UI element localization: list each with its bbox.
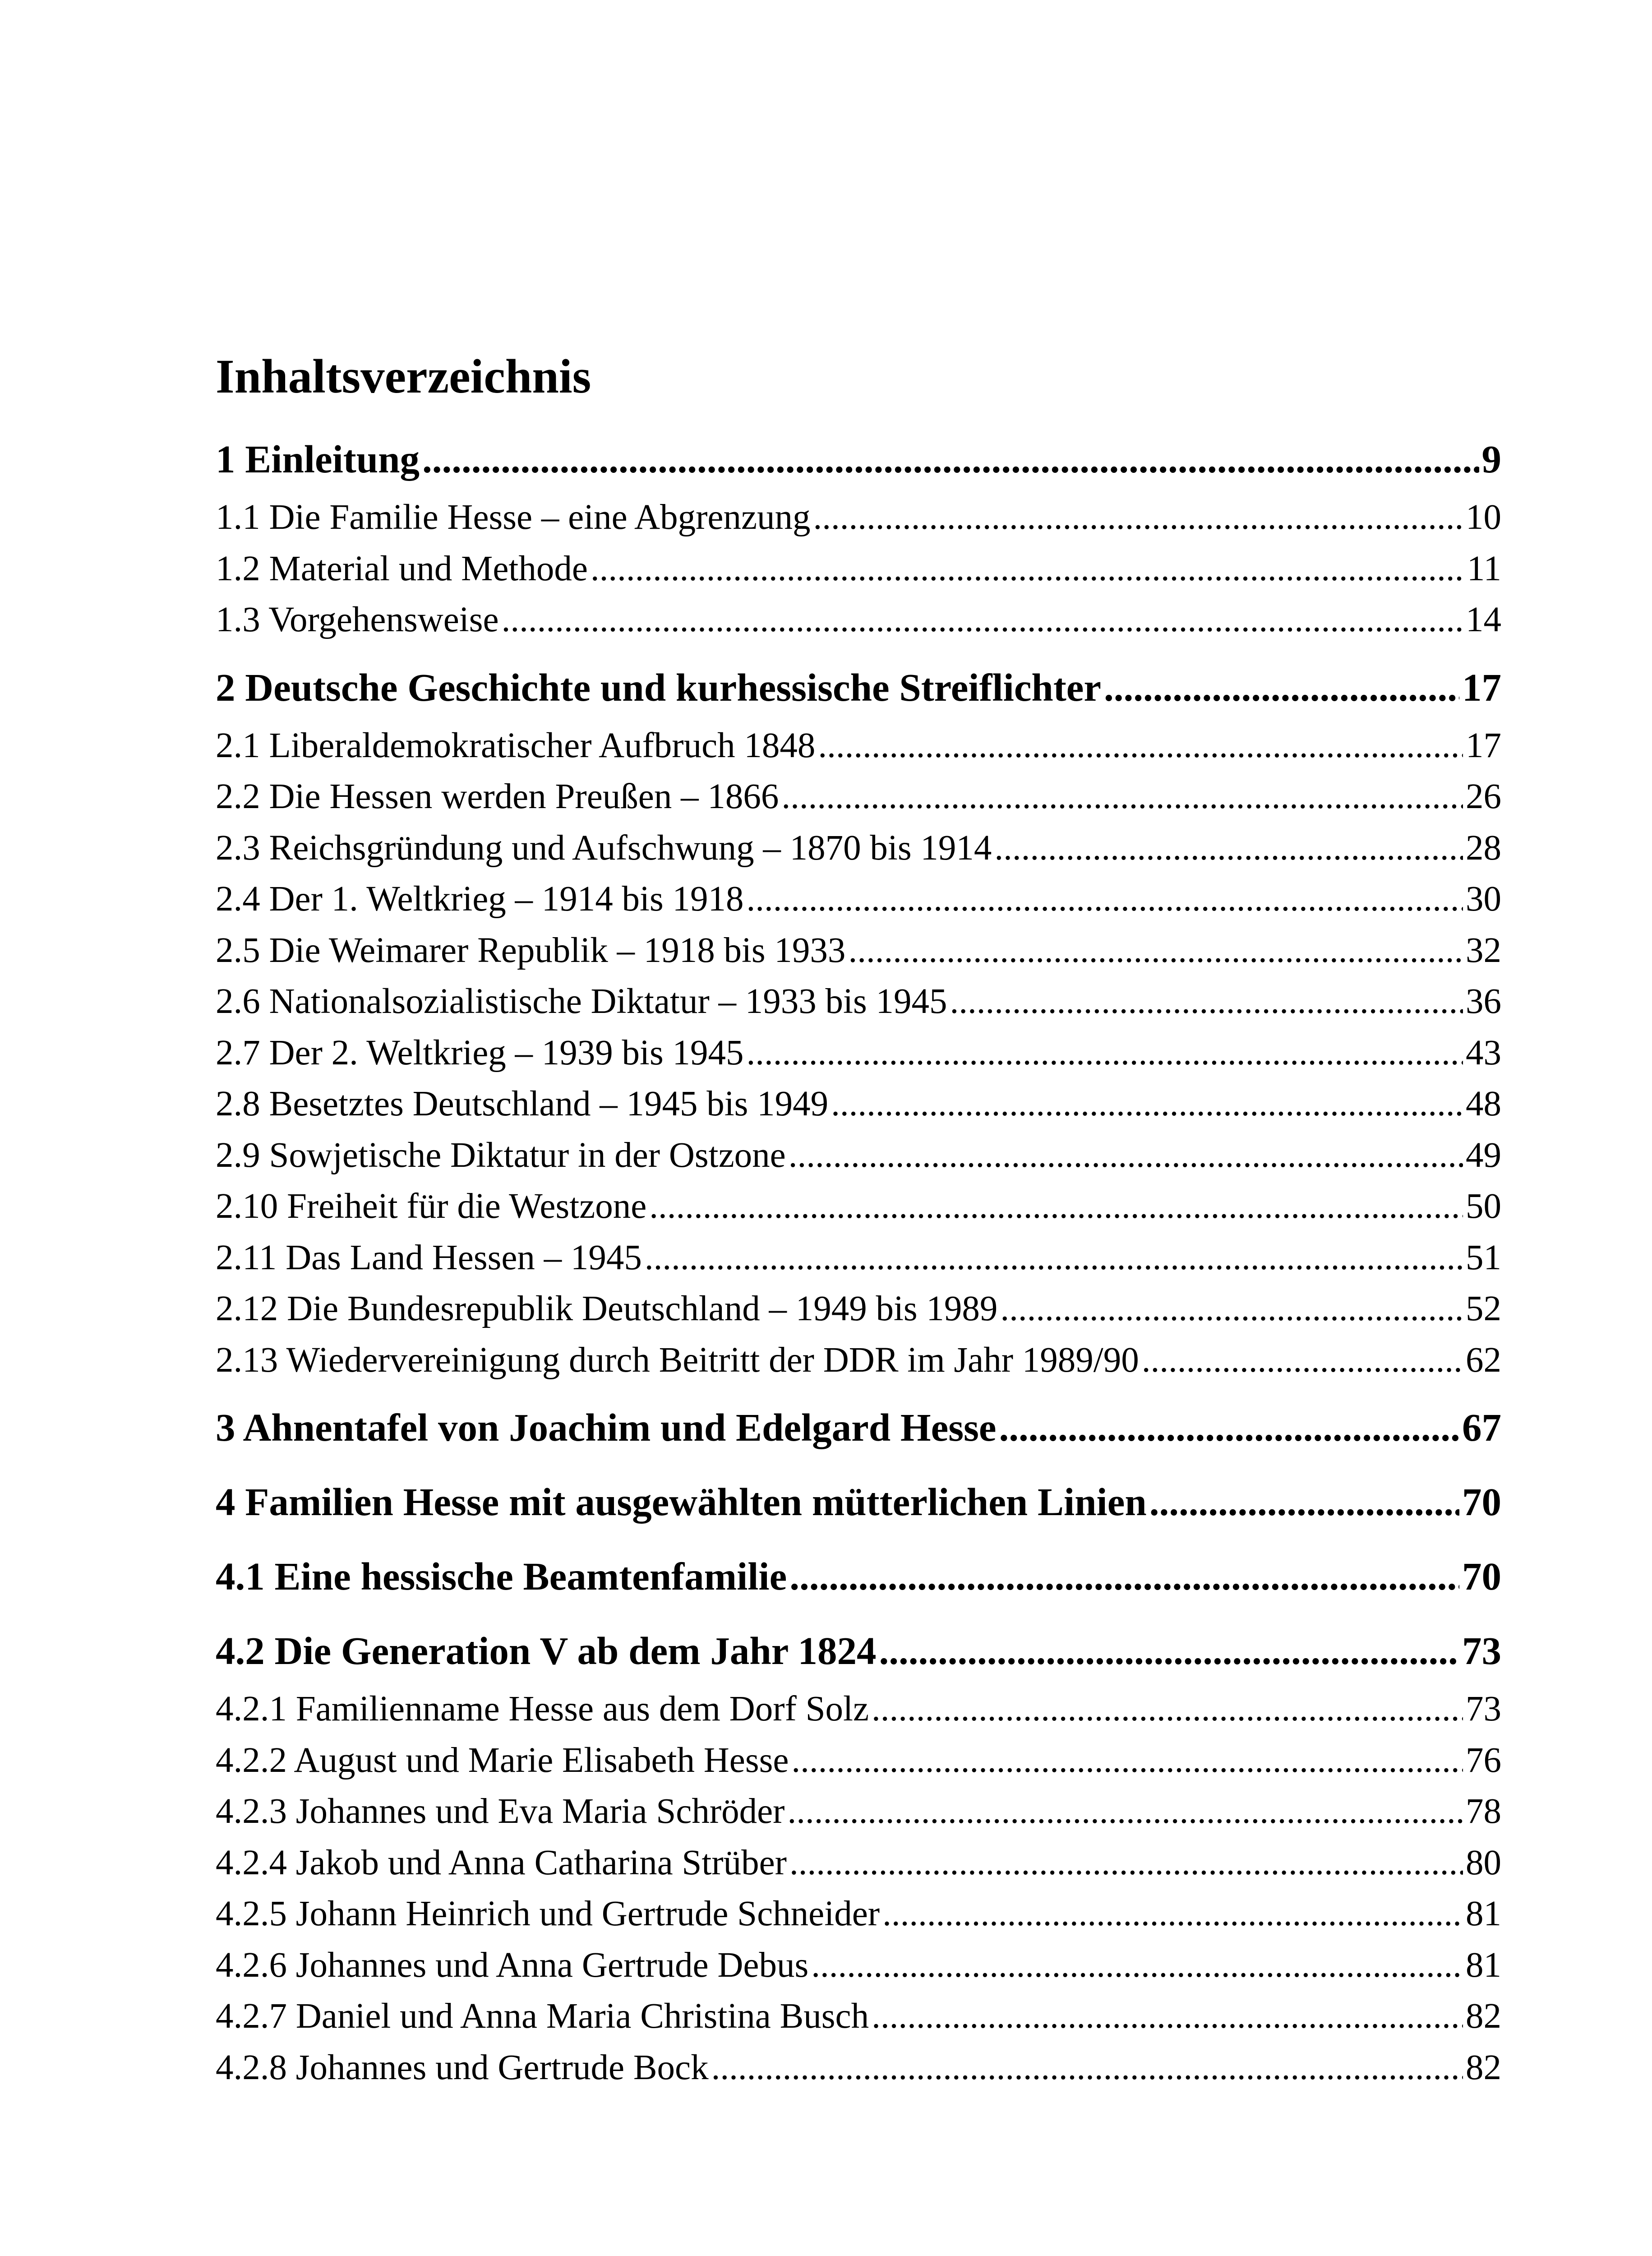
toc-entry-page-number: 43 — [1466, 1033, 1501, 1073]
dot-leader — [711, 2042, 1463, 2094]
toc-entry[interactable] — [216, 492, 1501, 543]
toc-entry[interactable] — [216, 1991, 1501, 2042]
toc-entry-label: 2.11 Das Land Hessen – 1945 — [216, 1238, 642, 1277]
dot-leader — [882, 1888, 1463, 1940]
dot-leader — [879, 1618, 1459, 1683]
toc-entry-label: 1 Einleitung — [216, 437, 420, 481]
dot-leader — [788, 1786, 1463, 1837]
dot-leader — [789, 1837, 1463, 1889]
toc-entry-label: 1.1 Die Familie Hesse – eine Abgrenzung — [216, 498, 811, 537]
dot-leader — [831, 1078, 1463, 1130]
dot-leader — [1149, 1469, 1459, 1535]
toc-entry-page-number: 32 — [1466, 930, 1501, 970]
toc-entry-page-number: 17 — [1462, 665, 1501, 709]
toc-entry-page-number: 48 — [1466, 1084, 1501, 1123]
toc-entry-page-number: 11 — [1467, 549, 1501, 588]
dot-leader — [872, 1991, 1463, 2042]
toc-entry-label: 2.3 Reichsgründung und Aufschwung – 1870 bis 1914 — [216, 828, 992, 868]
toc-entry[interactable] — [216, 1232, 1501, 1284]
toc-entry[interactable] — [216, 426, 1501, 492]
toc-entry-page-number: 14 — [1466, 600, 1501, 639]
toc-entry[interactable] — [216, 655, 1501, 720]
toc-entry-page-number: 36 — [1466, 982, 1501, 1021]
toc-entry-label: 2.7 Der 2. Weltkrieg – 1939 bis 1945 — [216, 1033, 744, 1073]
toc-entry[interactable] — [216, 823, 1501, 874]
toc-entry[interactable] — [216, 874, 1501, 925]
toc-entry-page-number: 28 — [1466, 828, 1501, 868]
toc-entry[interactable] — [216, 543, 1501, 595]
toc-entry-page-number: 50 — [1466, 1187, 1501, 1226]
dot-leader — [645, 1232, 1463, 1284]
toc-entry-page-number: 80 — [1466, 1843, 1501, 1882]
toc-entry-label: 4.2.7 Daniel und Anna Maria Christina Busch — [216, 1997, 869, 2036]
toc-entry-label: 4.2.6 Johannes und Anna Gertrude Debus — [216, 1945, 809, 1985]
dot-leader — [781, 771, 1463, 823]
toc-entry[interactable] — [216, 1683, 1501, 1735]
toc-entry-page-number: 49 — [1466, 1135, 1501, 1175]
toc-entry[interactable] — [216, 1181, 1501, 1232]
toc-entry-label: 1.2 Material und Methode — [216, 549, 588, 588]
toc-entry-label: 2 Deutsche Geschichte und kurhessische Streiflichter — [216, 665, 1102, 709]
toc-entry[interactable] — [216, 1888, 1501, 1940]
toc-entry[interactable] — [216, 1395, 1501, 1460]
document-page — [216, 0, 1501, 2256]
toc-entry[interactable] — [216, 976, 1501, 1027]
toc-entry-page-number: 78 — [1466, 1792, 1501, 1831]
toc-entry[interactable] — [216, 925, 1501, 976]
dot-leader — [848, 925, 1463, 976]
toc-entry-label: 2.6 Nationalsozialistische Diktatur – 1933 bis 1945 — [216, 982, 947, 1021]
toc-entry[interactable] — [216, 1027, 1501, 1079]
toc-entry-label: 4.1 Eine hessische Beamtenfamilie — [216, 1554, 787, 1598]
toc-entry-page-number: 62 — [1466, 1340, 1501, 1380]
toc-entry-label: 4.2.8 Johannes und Gertrude Bock — [216, 2048, 709, 2087]
dot-leader — [789, 1130, 1463, 1181]
toc-entry-label: 2.9 Sowjetische Diktatur in der Ostzone — [216, 1135, 786, 1175]
toc-entry-page-number: 73 — [1462, 1629, 1501, 1673]
dot-leader — [1104, 655, 1459, 720]
toc-entry-page-number: 82 — [1466, 1997, 1501, 2036]
toc-entry-page-number: 70 — [1462, 1554, 1501, 1598]
toc-entry-label: 2.5 Die Weimarer Republik – 1918 bis 1933 — [216, 930, 846, 970]
dot-leader — [591, 543, 1464, 595]
toc-entry[interactable] — [216, 1940, 1501, 1991]
toc-entry-page-number: 30 — [1466, 879, 1501, 919]
toc-entry[interactable] — [216, 1130, 1501, 1181]
dot-leader — [1142, 1335, 1463, 1386]
toc-entry-label: 2.1 Liberaldemokratischer Aufbruch 1848 — [216, 726, 816, 765]
dot-leader — [746, 874, 1463, 925]
dot-leader — [422, 426, 1479, 492]
toc-entry-page-number: 51 — [1466, 1238, 1501, 1277]
toc-entry[interactable] — [216, 594, 1501, 646]
toc-entry-label: 4.2.1 Familienname Hesse aus dem Dorf Solz — [216, 1689, 869, 1729]
toc-entry-label: 4.2 Die Generation V ab dem Jahr 1824 — [216, 1629, 877, 1673]
toc-entry-label: 2.13 Wiedervereinigung durch Beitritt der DDR im Jahr 1989/90 — [216, 1340, 1139, 1380]
toc-entry-label: 4 Familien Hesse mit ausgewählten mütterlichen Linien — [216, 1480, 1147, 1524]
toc-entry[interactable] — [216, 720, 1501, 772]
dot-leader — [994, 823, 1463, 874]
dot-leader — [811, 1940, 1463, 1991]
toc-entry-page-number: 17 — [1466, 726, 1501, 765]
toc-entry[interactable] — [216, 1078, 1501, 1130]
toc-entry-page-number: 81 — [1466, 1894, 1501, 1933]
toc-entry-label: 2.12 Die Bundesrepublik Deutschland – 1949 bis 1989 — [216, 1289, 998, 1328]
dot-leader — [1000, 1283, 1463, 1335]
toc-entry-label: 2.10 Freiheit für die Westzone — [216, 1187, 647, 1226]
toc-entry[interactable] — [216, 1335, 1501, 1386]
toc-entry-page-number: 26 — [1466, 777, 1501, 816]
toc-entry[interactable] — [216, 1544, 1501, 1609]
toc-entry-page-number: 76 — [1466, 1740, 1501, 1780]
toc-entry-page-number: 9 — [1481, 437, 1501, 481]
dot-leader — [649, 1181, 1463, 1232]
toc-entry-label: 2.4 Der 1. Weltkrieg – 1914 bis 1918 — [216, 879, 744, 919]
toc-entry-page-number: 52 — [1466, 1289, 1501, 1328]
toc-entry[interactable] — [216, 771, 1501, 823]
dot-leader — [950, 976, 1463, 1027]
toc-entry-label: 2.8 Besetztes Deutschland – 1945 bis 1949 — [216, 1084, 829, 1123]
toc-entry[interactable] — [216, 1283, 1501, 1335]
dot-leader — [791, 1735, 1463, 1786]
toc-entry-label: 4.2.2 August und Marie Elisabeth Hesse — [216, 1740, 789, 1780]
dot-leader — [813, 492, 1463, 543]
toc-entry[interactable] — [216, 1837, 1501, 1889]
toc-entry-label: 4.2.5 Johann Heinrich und Gertrude Schneider — [216, 1894, 880, 1933]
toc-entry-page-number: 73 — [1466, 1689, 1501, 1729]
toc-entry-label: 4.2.4 Jakob und Anna Catharina Strüber — [216, 1843, 787, 1882]
toc-entry-label: 4.2.3 Johannes und Eva Maria Schröder — [216, 1792, 785, 1831]
dot-leader — [746, 1027, 1463, 1079]
toc-entry-page-number: 82 — [1466, 2048, 1501, 2087]
toc-entry-label: 2.2 Die Hessen werden Preußen – 1866 — [216, 777, 779, 816]
toc-entry-page-number: 81 — [1466, 1945, 1501, 1985]
dot-leader — [999, 1395, 1459, 1460]
toc-entry-label: 1.3 Vorgehensweise — [216, 600, 499, 639]
toc-entry-page-number: 10 — [1466, 498, 1501, 537]
dot-leader — [789, 1544, 1459, 1609]
toc-entry-label: 3 Ahnentafel von Joachim und Edelgard Hesse — [216, 1405, 997, 1449]
toc-entry-page-number: 70 — [1462, 1480, 1501, 1524]
toc-entry[interactable] — [216, 1786, 1501, 1837]
toc-entry[interactable] — [216, 1469, 1501, 1535]
dot-leader — [818, 720, 1463, 772]
dot-leader — [502, 594, 1463, 646]
toc-entry[interactable] — [216, 2042, 1501, 2094]
toc-entry[interactable] — [216, 1735, 1501, 1786]
toc-entry[interactable] — [216, 1618, 1501, 1683]
toc-entry-page-number: 67 — [1462, 1405, 1501, 1449]
dot-leader — [872, 1683, 1463, 1735]
page-title: Inhaltsverzeichnis — [216, 350, 591, 403]
table-of-contents — [216, 426, 1501, 2093]
